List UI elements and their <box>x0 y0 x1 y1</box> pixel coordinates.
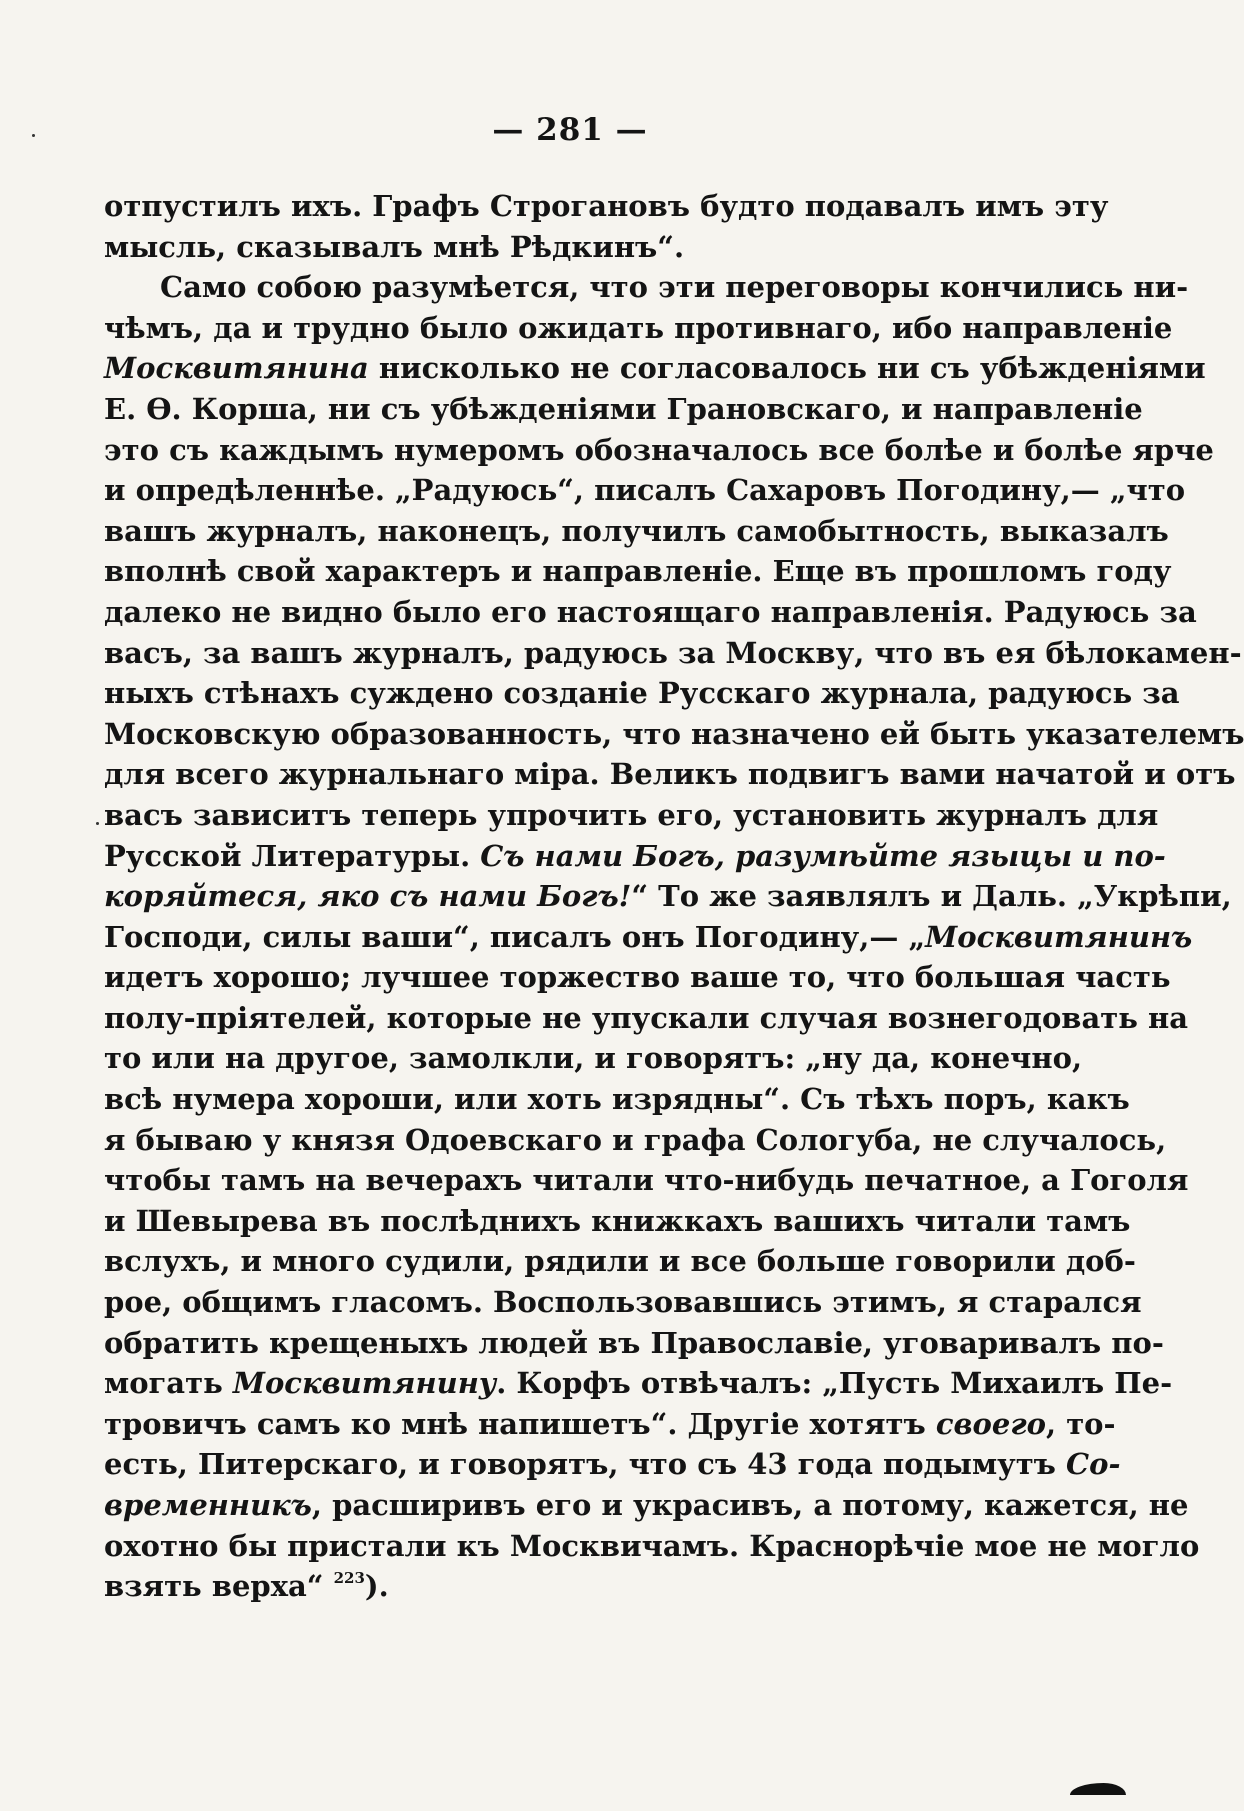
text-line <box>104 1526 1200 1567</box>
text-line <box>104 592 1197 633</box>
text-run: полу-пріятелей, которые не упускали случая вознегодовать на <box>104 1000 1189 1035</box>
text-run: ). <box>364 1569 389 1604</box>
paper-speck <box>96 822 99 825</box>
paper-speck <box>32 134 35 137</box>
text-run: вашъ журналъ, наконецъ, получилъ самобытность, выказалъ <box>104 513 1169 548</box>
text-line <box>104 917 1193 958</box>
text-run: “ То же заявлялъ и Даль. „Укрѣпи, <box>631 879 1232 914</box>
text-line <box>104 348 1206 389</box>
text-line <box>104 1201 1131 1242</box>
text-run: ныхъ стѣнахъ суждено созданіе Русскаго журнала, радуюсь за <box>104 676 1180 711</box>
text-run: обратить крещеныхъ людей въ Православіе, уговаривалъ по- <box>104 1325 1164 1360</box>
text-run: Русской Литературы. <box>104 838 481 873</box>
text-run: далеко не видно было его настоящаго направленія. Радуюсь за <box>104 594 1197 629</box>
text-run: взять верха“ <box>104 1569 334 1604</box>
text-line <box>104 308 1173 349</box>
text-run: и опредѣленнѣе. „Радуюсь“, писалъ Сахаровъ Погодину,— „что <box>104 473 1186 508</box>
text-line <box>104 551 1172 592</box>
text-line <box>104 714 1244 755</box>
text-run: Само собою разумѣется, что эти переговоры кончились ни- <box>160 270 1189 305</box>
text-run: васъ, за вашъ журналъ, радуюсь за Москву, что въ ея бѣлокамен- <box>104 635 1242 670</box>
text-run: чтобы тамъ на вечерахъ читали что-нибудь печатное, а Гоголя <box>104 1163 1189 1198</box>
text-line <box>104 470 1186 511</box>
text-line <box>104 1566 951 1607</box>
text-run: , то- <box>1046 1406 1116 1441</box>
text-line <box>104 1079 1130 1120</box>
text-run: , расширивъ его и украсивъ, а потому, кажется, не <box>311 1488 1189 1522</box>
text-run: Московскую образованность, что назначено ей быть указателемъ <box>104 716 1244 751</box>
text-run: . Корфъ отвѣчалъ: „Пусть Михаилъ Пе- <box>496 1366 1173 1401</box>
text-run: идетъ хорошо; лучшее торжество ваше то, что большая часть <box>104 960 1171 995</box>
text-run: мысль, сказывалъ мнѣ Рѣдкинъ“. <box>104 229 685 264</box>
text-run: это съ каждымъ нумеромъ обозначалось все болѣе и болѣе ярче <box>104 432 1214 467</box>
page-edge-mark <box>1070 1783 1126 1795</box>
text-line <box>104 633 1242 674</box>
text-run: то или на другое, замолкли, и говорятъ: „ну да, конечно, <box>104 1041 1083 1076</box>
italic-text: Москвитянина <box>104 351 369 386</box>
text-line <box>104 1282 1142 1323</box>
italic-text: временникъ <box>104 1488 312 1522</box>
text-run: вслухъ, и много судили, рядили и все больше говорили доб- <box>104 1244 1136 1279</box>
text-run: отпустилъ ихъ. Графъ Строгановъ будто подавалъ имъ эту <box>104 189 1109 223</box>
text-line <box>104 1160 1189 1201</box>
text-line <box>104 227 951 268</box>
text-line <box>104 1485 1189 1526</box>
text-line <box>104 1444 1121 1485</box>
text-line <box>104 673 1180 714</box>
text-run: могать <box>104 1366 233 1401</box>
text-line <box>104 957 1171 998</box>
text-line <box>104 1038 1083 1079</box>
text-run: и Шевырева въ послѣднихъ книжкахъ вашихъ читали тамъ <box>104 1203 1131 1238</box>
text-run: всѣ нумера хороши, или хоть изрядны“. Съ тѣхъ поръ, какъ <box>104 1082 1130 1117</box>
text-run: чѣмъ, да и трудно было ожидать противнаго, ибо направленіе <box>104 310 1173 345</box>
footnote-ref: 223 <box>333 1569 365 1588</box>
italic-text: Со- <box>1066 1447 1121 1482</box>
text-run: Господи, силы ваши“, писалъ онъ Погодину,— „ <box>104 919 926 954</box>
text-run: тровичъ самъ ко мнѣ напишетъ“. Другіе хотятъ <box>104 1406 936 1441</box>
text-line <box>104 1241 1136 1282</box>
text-line <box>104 1363 1173 1404</box>
text-line <box>104 511 1169 552</box>
body-text <box>104 186 1244 1607</box>
text-line <box>104 186 1109 227</box>
text-line <box>104 795 1159 836</box>
text-line <box>104 1323 1164 1364</box>
text-line <box>104 876 1232 917</box>
text-run: для всего журнальнаго міра. Великъ подвигъ вами начатой и отъ <box>104 757 1236 792</box>
italic-text: коряйтеся, яко съ нами Богъ! <box>104 879 632 914</box>
text-line <box>104 1120 1167 1161</box>
text-run: охотно бы пристали къ Москвичамъ. Краснорѣчіе мое не могло <box>104 1528 1200 1563</box>
italic-text: своего <box>935 1406 1046 1441</box>
text-line <box>104 754 1236 795</box>
text-line <box>104 1404 1116 1445</box>
text-line <box>104 389 1143 430</box>
text-run: вполнѣ свой характеръ и направленіе. Еще въ прошломъ году <box>104 554 1172 589</box>
text-run: васъ зависитъ теперь упрочить его, установить журналъ для <box>104 797 1159 832</box>
text-run: есть, Питерскаго, и говорятъ, что съ 43 года подымутъ <box>104 1447 1067 1482</box>
text-line <box>104 836 1166 877</box>
italic-text: Москвитянинъ <box>925 919 1193 954</box>
text-run: Е. Ѳ. Корша, ни съ убѣжденіями Грановскаго, и направленіе <box>104 391 1143 426</box>
text-run: рое, общимъ гласомъ. Воспользовавшись этимъ, я старался <box>104 1285 1142 1320</box>
text-line <box>104 998 1189 1039</box>
text-run: нисколько не согласовалось ни съ убѣжденіями <box>368 351 1206 386</box>
text-line <box>104 267 1189 308</box>
text-run: я бываю у князя Одоевскаго и графа Сологуба, не случалось, <box>104 1122 1167 1157</box>
italic-text: Москвитянину <box>232 1366 497 1401</box>
italic-text: Съ нами Богъ, разумѣйте языцы и по- <box>480 838 1166 873</box>
page-number: — 281 — <box>492 112 648 148</box>
text-line <box>104 430 1214 471</box>
